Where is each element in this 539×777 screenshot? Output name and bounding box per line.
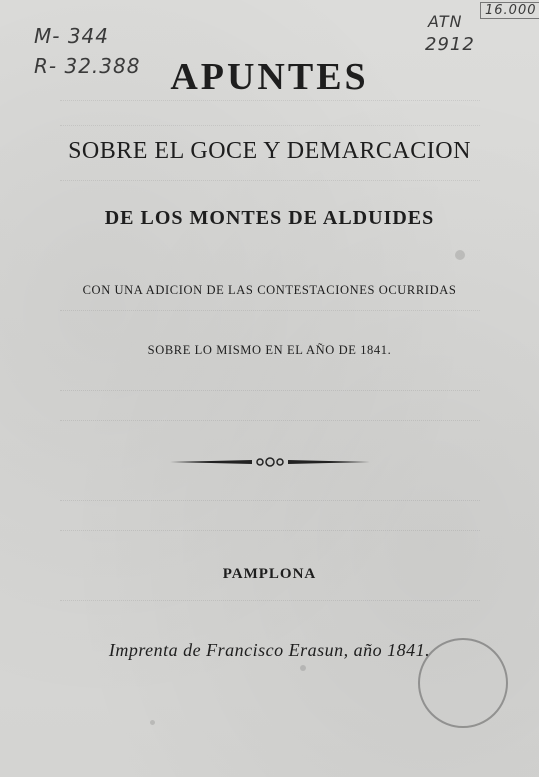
bleed-through-line	[60, 500, 480, 511]
imprint-place: PAMPLONA	[222, 566, 317, 582]
foxing-spot	[150, 720, 155, 725]
handwritten-shelfmark: R- 32.388	[34, 54, 141, 78]
library-stamp	[418, 638, 508, 728]
handwritten-note: ATN	[428, 12, 463, 31]
title-subtitle: SOBRE EL GOCE Y DEMARCACION	[68, 138, 471, 164]
handwritten-note: 2912	[425, 34, 475, 55]
price-label: 16.000	[480, 2, 539, 19]
bleed-through-line	[60, 390, 480, 401]
bleed-through-line	[60, 420, 480, 431]
handwritten-shelfmark: M- 344	[34, 24, 110, 48]
bleed-through-line	[60, 100, 480, 111]
ornamental-rule	[170, 454, 370, 470]
title-subject: DE LOS MONTES DE ALDUIDES	[104, 207, 435, 229]
bleed-through-line	[60, 125, 480, 136]
title-main: APUNTES	[170, 56, 369, 98]
bleed-through-line	[60, 530, 480, 541]
foxing-spot	[455, 250, 465, 260]
foxing-spot	[300, 665, 306, 671]
bleed-through-line	[60, 310, 480, 321]
bleed-through-line	[60, 600, 480, 611]
bleed-through-line	[60, 180, 480, 191]
imprint-printer: Imprenta de Francisco Erasun, año 1841.	[108, 640, 431, 660]
title-addition: CON UNA ADICION DE LAS CONTESTACIONES OCURRIDAS	[82, 283, 457, 297]
title-year-line: SOBRE LO MISMO EN EL AÑO DE 1841.	[147, 343, 392, 357]
